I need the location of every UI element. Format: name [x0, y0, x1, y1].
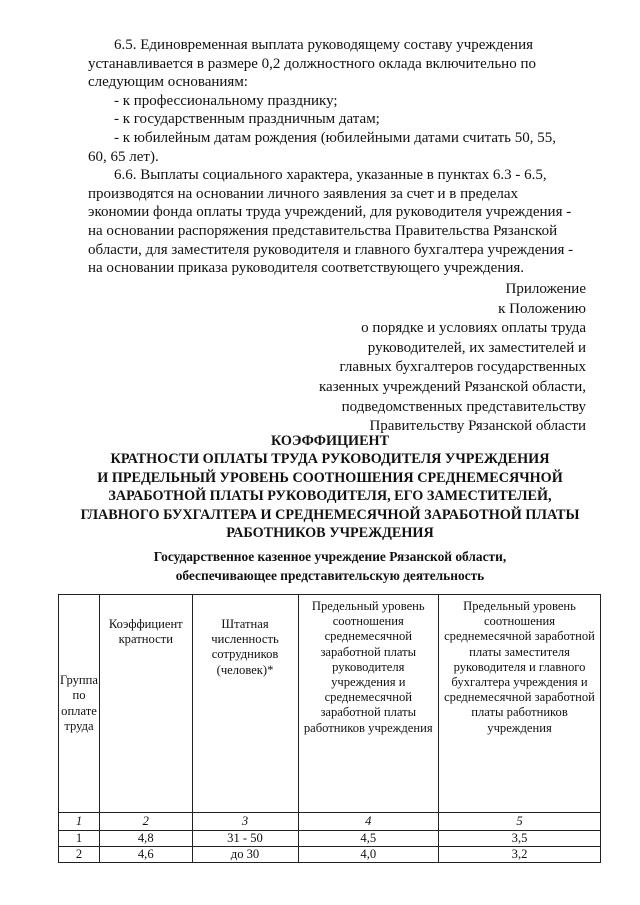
appendix-reference — [286, 280, 586, 437]
table-cell: 4,5 — [298, 831, 439, 847]
paragraph-line: на основании приказа руководителя соответствующего учреждения. — [88, 260, 525, 277]
bullet-item: - к профессиональному празднику; — [114, 92, 338, 109]
bullet-item-anniversary — [88, 129, 586, 166]
table-cell: 1 — [59, 831, 100, 847]
appendix-line: к Положению — [498, 300, 586, 317]
table-cell: 4,8 — [99, 831, 192, 847]
paragraph-line: 6.6. Выплаты социального характера, указанные в пунктах 6.3 - 6.5, — [114, 167, 547, 184]
table-row — [59, 831, 601, 847]
appendix-line: о порядке и условиях оплаты труда — [361, 320, 586, 337]
subheading-line: Государственное казенное учреждение Рязанской области, — [153, 549, 507, 564]
paragraph-line: производятся на основании личного заявления за счет и в пределах — [88, 185, 519, 202]
table-cell: 3,2 — [439, 847, 601, 863]
column-number: 2 — [99, 813, 192, 831]
paragraph-line: следующим основаниям: — [88, 74, 248, 91]
paragraph-line: 6.5. Единовременная выплата руководящему составу учреждения — [114, 37, 534, 53]
heading-line: ГЛАВНОГО БУХГАЛТЕРА И СРЕДНЕМЕСЯЧНОЙ ЗАРАБОТНОЙ ПЛАТЫ — [80, 506, 580, 523]
paragraph-line: 60, 65 лет). — [88, 148, 159, 165]
header-staff-count: Штатная численность сотрудников (человек)* — [192, 595, 298, 813]
appendix-line: Приложение — [505, 281, 586, 297]
section-6-5 — [88, 36, 586, 92]
appendix-line: подведомственных представительству — [341, 398, 586, 415]
paragraph-line: области, для заместителя руководителя и главного бухгалтера учреждения - — [88, 241, 574, 258]
paragraph-line: - к юбилейным датам рождения (юбилейными датами считать 50, 55, — [114, 130, 556, 146]
header-ratio-deputies: Предельный уровень соотношения среднемесячной заработной платы заместителя руководителя и главного бухгалтера учреждения и среднемесячной заработной платы работников учреждения — [439, 595, 601, 813]
heading-line: КРАТНОСТИ ОПЛАТЫ ТРУДА РУКОВОДИТЕЛЯ УЧРЕЖДЕНИЯ — [110, 451, 550, 468]
table-cell: до 30 — [192, 847, 298, 863]
header-pay-group: Группа по оплате труда — [59, 595, 100, 813]
table-cell: 2 — [59, 847, 100, 863]
column-number: 3 — [192, 813, 298, 831]
appendix-line: руководителей, их заместителей и — [367, 339, 586, 356]
paragraph-line: экономии фонда оплаты труда учреждений, для руководителя учреждения - — [88, 204, 572, 221]
bullet-item: - к государственным праздничным датам; — [114, 111, 380, 128]
subheading-line: обеспечивающее представительскую деятельность — [175, 567, 485, 583]
table-cell: 4,6 — [99, 847, 192, 863]
table-column-numbers-row — [59, 813, 601, 831]
paragraph-line: устанавливается в размере 0,2 должностного оклада включительно по — [88, 55, 536, 72]
heading-line: РАБОТНИКОВ УЧРЕЖДЕНИЯ — [226, 525, 434, 542]
heading-line: КОЭФФИЦИЕНТ — [270, 433, 390, 449]
table-cell: 3,5 — [439, 831, 601, 847]
document-heading — [60, 432, 600, 542]
table-cell: 4,0 — [298, 847, 439, 863]
institution-subheading — [60, 548, 600, 585]
column-number: 4 — [298, 813, 439, 831]
heading-line: И ПРЕДЕЛЬНЫЙ УРОВЕНЬ СООТНОШЕНИЯ СРЕДНЕМЕСЯЧНОЙ — [97, 469, 563, 486]
heading-line: ЗАРАБОТНОЙ ПЛАТЫ РУКОВОДИТЕЛЯ, ЕГО ЗАМЕСТИТЕЛЕЙ, — [108, 488, 552, 505]
section-6-6 — [88, 166, 586, 278]
header-ratio-head: Предельный уровень соотношения среднемесячной заработной платы руководителя учреждения и среднемесячной заработной платы работников учреждения — [298, 595, 439, 813]
table-header-row — [59, 595, 601, 813]
appendix-line: казенных учреждений Рязанской области, — [318, 378, 586, 395]
paragraph-line: на основании распоряжения представительства Правительства Рязанской — [88, 222, 558, 239]
table-cell: 31 - 50 — [192, 831, 298, 847]
coefficient-table — [58, 594, 601, 863]
appendix-line: Правительству Рязанской области — [369, 418, 586, 435]
table-row — [59, 847, 601, 863]
column-number: 5 — [439, 813, 601, 831]
column-number: 1 — [59, 813, 100, 831]
header-multiplicity-coefficient: Коэффициент кратности — [99, 595, 192, 813]
appendix-line: главных бухгалтеров государственных — [339, 359, 586, 376]
